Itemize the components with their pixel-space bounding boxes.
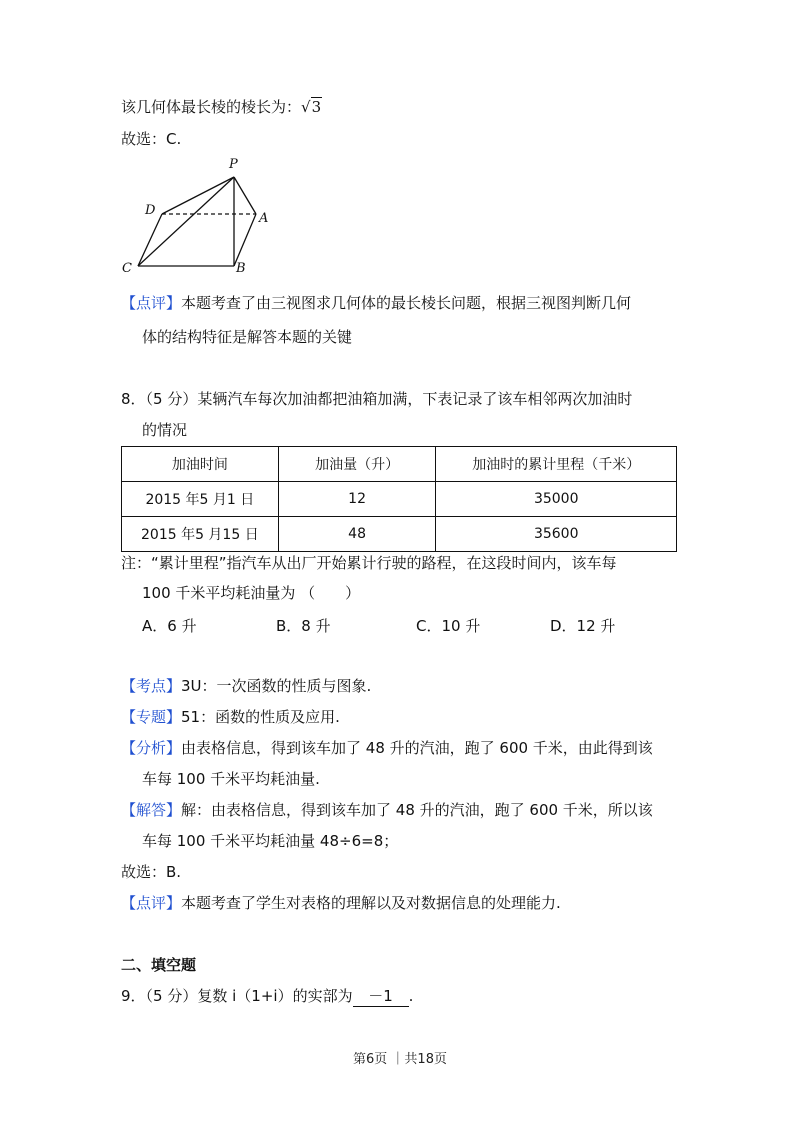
q8-stem-line2: 的情况 — [142, 421, 188, 439]
longest-edge-line — [121, 97, 322, 117]
q8-answer: 故选：B. — [121, 863, 182, 881]
option-a: A．6 升 — [142, 617, 197, 635]
fenxi-line1 — [121, 738, 653, 758]
sqrt-expression: √3 — [301, 98, 322, 116]
jieda-line2: 车每 100 千米平均耗油量 48÷6=8； — [142, 832, 399, 850]
fenxi-tag: 【分析】 — [121, 739, 182, 757]
q9-answer-blank: －1 — [353, 986, 409, 1007]
q9-line — [121, 986, 413, 1007]
q8-stem-line1: 8．（5 分）某辆汽车每次加油都把油箱加满，下表记录了该车相邻两次加油时 — [121, 390, 633, 408]
table-cell: 35000 — [436, 482, 677, 517]
section-heading: 二、填空题 — [121, 956, 197, 974]
table-header-row — [122, 447, 677, 482]
option-c: C．10 升 — [416, 617, 481, 635]
fenxi-text: 由表格信息，得到该车加了 48 升的汽油，跑了 600 千米，由此得到该 — [181, 739, 653, 757]
comment-text: 本题考查了由三视图求几何体的最长棱长问题，根据三视图判断几何 — [181, 294, 632, 312]
q7-comment-line1 — [121, 293, 631, 313]
page-footer: 第6页 ｜共18页 — [353, 1052, 447, 1067]
q7-answer: 故选：C. — [121, 130, 182, 148]
dianping-line — [121, 893, 561, 913]
table-cell: 48 — [278, 517, 436, 552]
table-cell: 2015 年5 月1 日 — [122, 482, 279, 517]
label-a: A — [259, 211, 269, 226]
fuel-table — [121, 446, 677, 552]
table-header: 加油时间 — [122, 447, 279, 482]
q8-note-line2: 100 千米平均耗油量为 （ ） — [142, 584, 361, 602]
comment-tag: 【点评】 — [121, 294, 182, 312]
sqrt-radicand: 3 — [311, 98, 322, 116]
q8-note-line1: 注：“累计里程”指汽车从出厂开始累计行驶的路程，在这段时间内，该车每 — [121, 554, 617, 572]
jieda-line1 — [121, 800, 653, 820]
table-header: 加油量（升） — [278, 447, 436, 482]
kaodian-text: 3U：一次函数的性质与图象. — [181, 677, 372, 695]
pyramid-figure — [118, 152, 278, 278]
label-c: C — [122, 261, 132, 276]
jieda-tag: 【解答】 — [121, 801, 182, 819]
option-d: D．12 升 — [550, 617, 616, 635]
table-cell: 12 — [278, 482, 436, 517]
kaodian-tag: 【考点】 — [121, 677, 182, 695]
longest-edge-prefix: 该几何体最长棱的棱长为： — [121, 98, 302, 116]
dianping-text: 本题考查了学生对表格的理解以及对数据信息的处理能力. — [181, 894, 561, 912]
dianping-tag: 【点评】 — [121, 894, 182, 912]
fenxi-line2: 车每 100 千米平均耗油量. — [142, 770, 320, 788]
kaodian-line — [121, 676, 371, 696]
table-row — [122, 517, 677, 552]
table-cell: 35600 — [436, 517, 677, 552]
table-header: 加油时的累计里程（千米） — [436, 447, 677, 482]
table-row — [122, 482, 677, 517]
zhuanti-tag: 【专题】 — [121, 708, 182, 726]
zhuanti-text: 51：函数的性质及应用. — [181, 708, 340, 726]
label-b: B — [236, 261, 246, 276]
q9-prefix: 9．（5 分）复数 i（1+i）的实部为 — [121, 987, 353, 1005]
label-p: P — [229, 157, 238, 172]
label-d: D — [145, 203, 156, 218]
option-b: B．8 升 — [276, 617, 331, 635]
jieda-text: 解：由表格信息，得到该车加了 48 升的汽油，跑了 600 千米，所以该 — [181, 801, 653, 819]
q7-comment-line2: 体的结构特征是解答本题的关键 — [142, 328, 353, 346]
q9-suffix: . — [408, 987, 414, 1005]
table-cell: 2015 年5 月15 日 — [122, 517, 279, 552]
zhuanti-line — [121, 707, 340, 727]
